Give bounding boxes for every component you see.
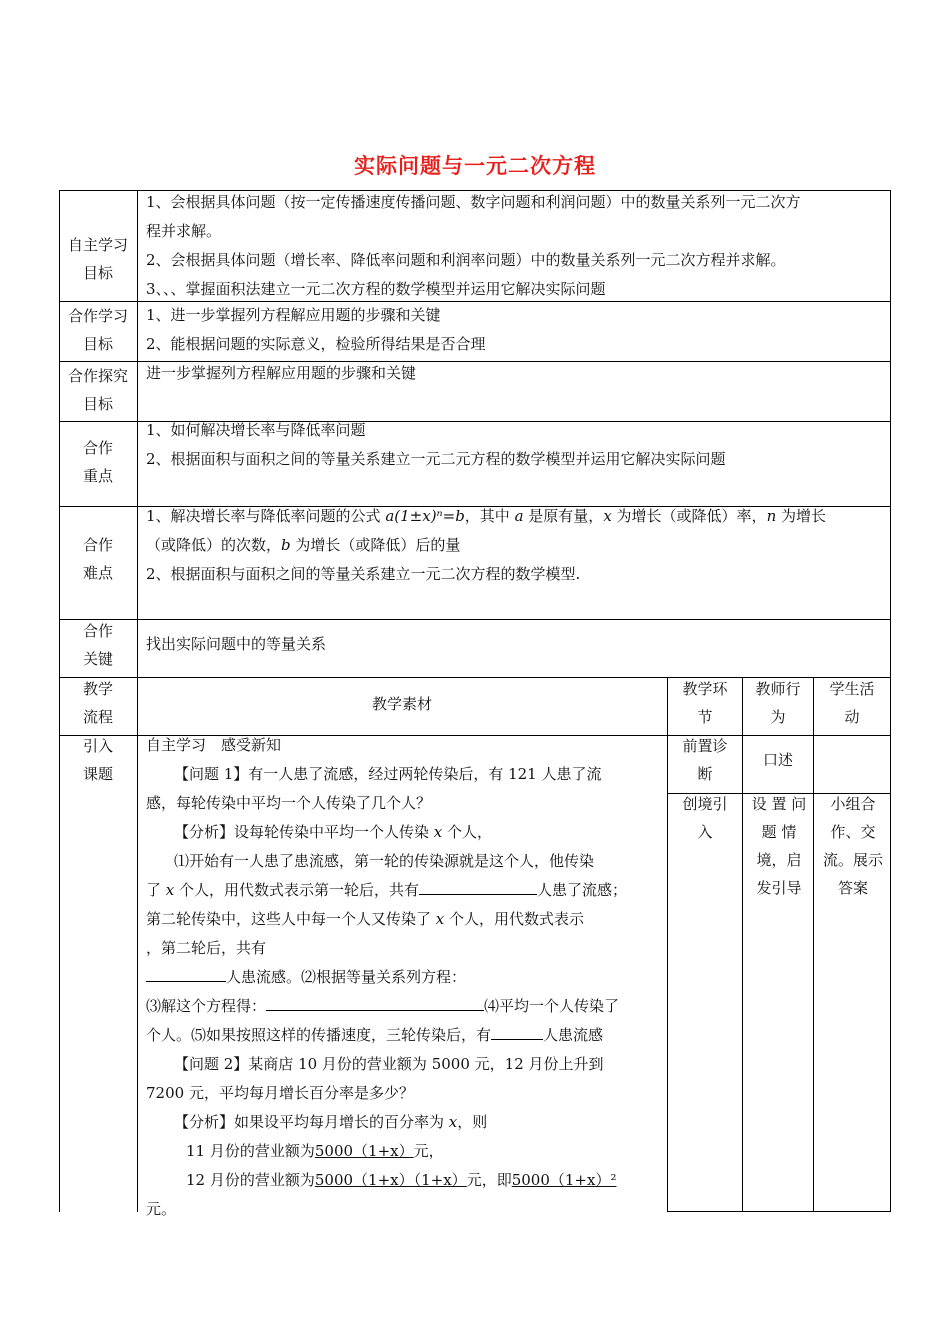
- row-label-difficulties: 合作难点: [82, 536, 113, 582]
- analysis-2: 【分析】如果设平均每月增长的百分率为 x，则: [174, 1113, 488, 1131]
- text-line: 元。: [146, 1200, 177, 1218]
- material-heading: 自主学习 感受新知: [146, 736, 282, 754]
- text-line: 12 月份的营业额为5000（1+x）（1+x）元，即5000（1+x）²: [186, 1171, 617, 1189]
- row-content-difficulties: [146, 502, 888, 589]
- text-line: 程并求解。: [146, 222, 222, 240]
- text-line: 了 x 个人，用代数式表示第一轮后，共有 人患了流感；: [146, 876, 664, 905]
- row-label-key-points: 合作重点: [82, 439, 113, 485]
- teacher-action-oral: 口述: [762, 751, 793, 769]
- text-line: 2、能根据问题的实际意义，检验所得结果是否合理: [146, 335, 486, 353]
- row-label-cooperative-learning-goals: 合作学习目标: [67, 307, 128, 353]
- row-label-self-study-goals: 自主学习目标: [67, 236, 128, 282]
- flow-header-teacher-actions: 教师行为: [755, 680, 801, 726]
- flow-header-teaching-materials: 教学素材: [371, 695, 432, 713]
- text-line: 1、如何解决增长率与降低率问题: [146, 421, 366, 439]
- expr-december-squared: 5000（1+x）²: [511, 1171, 617, 1189]
- row-label-key: 合作关键: [82, 622, 113, 668]
- text-line: 2、根据面积与面积之间的等量关系建立一元二元方程的数学模型并运用它解决实际问题: [146, 450, 726, 468]
- analysis-1: 【分析】设每轮传染中平均一个人传染 x 个人，: [174, 823, 493, 841]
- blank-second-round[interactable]: [146, 963, 226, 982]
- text-line: 2、会根据具体问题（增长率、降低率问题和利润率问题）中的数量关系列一元二次方程并求解。: [146, 251, 786, 269]
- text-line: ⑶解这个方程得： ⑷平均一个人传染了: [146, 992, 664, 1021]
- text-line: （或降低）的次数，b 为增长（或降低）后的量: [146, 536, 461, 554]
- expr-december: 5000（1+x）（1+x）: [314, 1171, 467, 1189]
- text-line: 人患流感。⑵根据等量关系列方程：: [146, 963, 664, 992]
- text-line: ，第二轮后，共有: [146, 939, 267, 957]
- row-label-cooperative-inquiry-goals: 合作探究目标: [67, 367, 128, 413]
- text-line: 2、根据面积与面积之间的等量关系建立一元二次方程的数学模型.: [146, 565, 581, 583]
- flow-header-teaching-process: 教学流程: [82, 680, 113, 726]
- teacher-action-guide: 设 置 问 题 情 境，启 发引导: [751, 795, 807, 897]
- growth-formula: a(1±x)ⁿ=b: [385, 507, 465, 525]
- text-line: 11 月份的营业额为5000（1+x）元，: [186, 1142, 444, 1160]
- flow-header-teaching-stage: 教学环节: [682, 680, 728, 726]
- text-line: ⑴开始有一人患了患流感，第一轮的传染源就是这个人，他传染: [174, 852, 595, 870]
- row-content-self-study-goals: [146, 188, 888, 304]
- text-line: 1、进一步掌握列方程解应用题的步骤和关键: [146, 306, 441, 324]
- blank-solution[interactable]: [266, 992, 484, 1011]
- text-line: 个人。⑸如果按照这样的传播速度，三轮传染后，有 人患流感: [146, 1021, 664, 1050]
- expr-november: 5000（1+x）: [314, 1142, 414, 1160]
- text-line: 1、解决增长率与降低率问题的公式 a(1±x)ⁿ=b，其中 a 是原有量，x 为增长（或降低）率，n 为增长: [146, 507, 827, 525]
- text-line: 感，每轮传染中平均一个人传染了几个人？: [146, 794, 432, 812]
- row-content-cooperative-learning-goals: [146, 301, 888, 359]
- blank-first-round[interactable]: [419, 876, 537, 895]
- problem-1: 【问题 1】有一人患了流感，经过两轮传染后，有 121 人患了流: [174, 765, 602, 783]
- problem-2: 【问题 2】某商店 10 月份的营业额为 5000 元，12 月份上升到: [174, 1055, 604, 1073]
- blank-third-round[interactable]: [491, 1021, 543, 1040]
- text-line: 进一步掌握列方程解应用题的步骤和关键: [146, 364, 417, 382]
- text-line: 第二轮传染中，这些人中每一个人又传染了 x 个人，用代数式表示: [146, 910, 585, 928]
- text-line: 7200 元，平均每月增长百分率是多少？: [146, 1084, 414, 1102]
- text-line: 3、、、掌握面积法建立一元二次方程的数学模型并运用它解决实际问题: [146, 280, 606, 298]
- flow-label-introduction: 引入课题: [82, 737, 113, 783]
- stage-scenario-intro: 创境引入: [682, 795, 728, 841]
- row-content-cooperative-inquiry-goals: [146, 359, 888, 388]
- stage-pre-diagnosis: 前置诊断: [682, 737, 728, 783]
- text-line: 1、会根据具体问题（按一定传播速度传播问题、数字问题和利润问题）中的数量关系列一元二次方: [146, 193, 801, 211]
- student-activity-group: 小组合作、交流。展示答案: [822, 795, 883, 897]
- row-content-key-points: [146, 416, 888, 474]
- text-line: 找出实际问题中的等量关系: [146, 635, 327, 653]
- teaching-material-content: [146, 731, 664, 1224]
- flow-header-student-activities: 学生活动: [829, 680, 875, 726]
- row-content-key: [146, 630, 888, 659]
- document-title: 实际问题与一元二次方程: [354, 154, 596, 178]
